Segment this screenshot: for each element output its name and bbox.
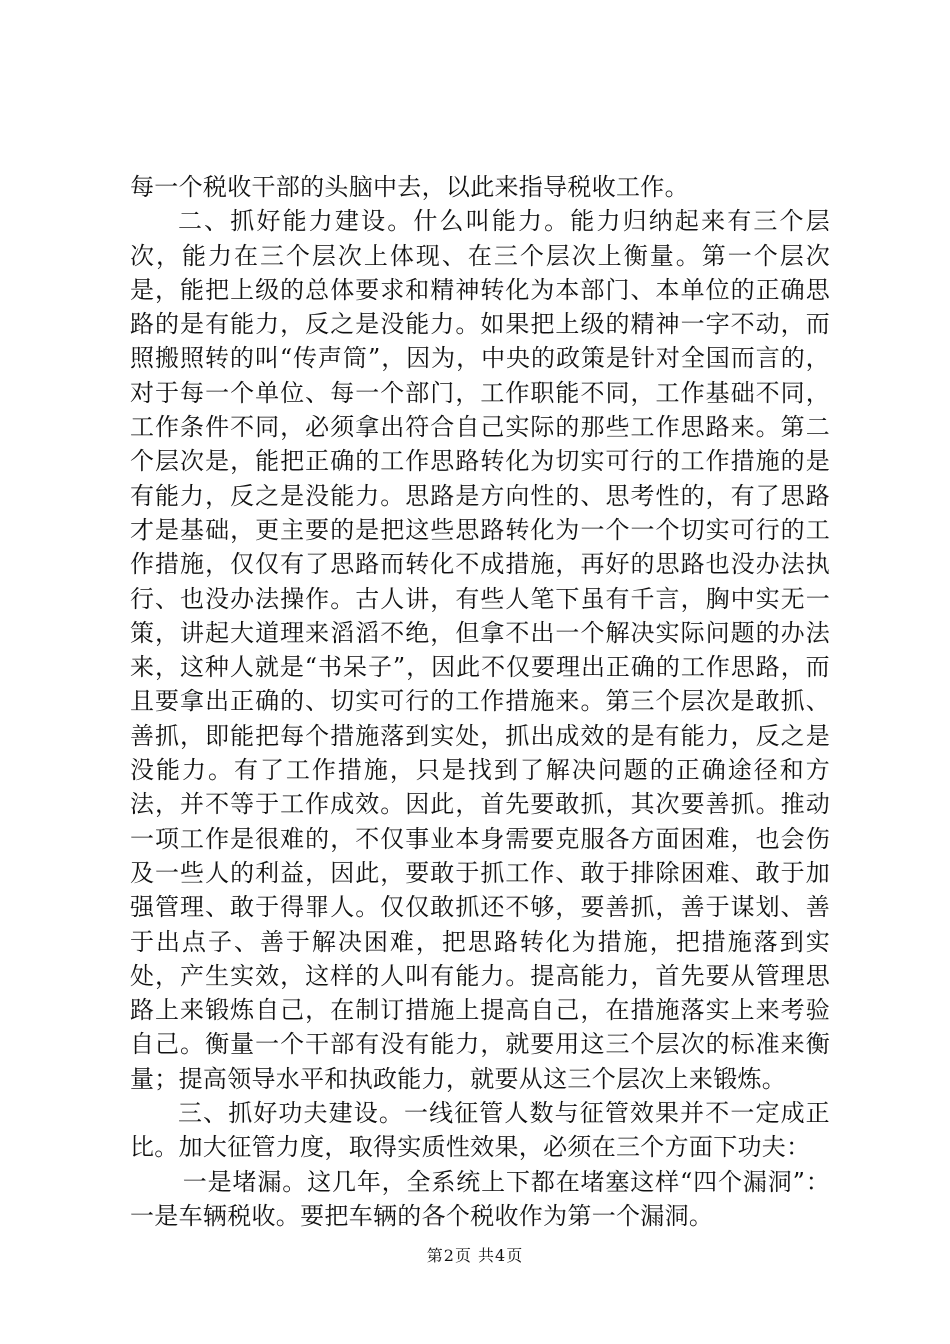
paragraph-plugging-loopholes: 一是堵漏。这几年，全系统上下都在堵塞这样“四个漏洞”：一是车辆税收。要把车辆的各个税收作为第一个漏洞。	[130, 1167, 830, 1230]
paragraph-ability-building: 二、抓好能力建设。什么叫能力。能力归纳起来有三个层次，能力在三个层次上体现、在三个层次上衡量。第一个层次是，能把上级的总体要求和精神转化为本部门、本单位的正确思路的是有能力，反之是没能力。如果把上级的精神一字不动，而照搬照转的叫“传声筒”，因为，中央的政策是针对全国而言的，对于每一个单位、每一个部门，工作职能不同，工作基础不同，工作条件不同，必须拿出符合自己实际的那些工作思路来。第二个层次是，能把正确的工作思路转化为切实可行的工作措施的是有能力，反之是没能力。思路是方向性的、思考性的，有了思路才是基础，更主要的是把这些思路转化为一个一个切实可行的工作措施，仅仅有了思路而转化不成措施，再好的思路也没办法执行、也没办法操作。古人讲，有些人笔下虽有千言，胸中实无一策，讲起大道理来滔滔不绝，但拿不出一个解决实际问题的办法来，这种人就是“书呆子”，因此不仅要理出正确的工作思路，而且要拿出正确的、切实可行的工作措施来。第三个层次是敢抓、善抓，即能把每个措施落到实处，抓出成效的是有能力，反之是没能力。有了工作措施，只是找到了解决问题的正确途径和方法，并不等于工作成效。因此，首先要敢抓，其次要善抓。推动一项工作是很难的，不仅事业本身需要克服各方面困难，也会伤及一些人的利益，因此，要敢于抓工作、敢于排除困难、敢于加强管理、敢于得罪人。仅仅敢抓还不够，要善抓，善于谋划、善于出点子、善于解决困难，把思路转化为措施，把措施落到实处，产生实效，这样的人叫有能力。提高能力，首先要从管理思路上来锻炼自己，在制订措施上提高自己，在措施落实上来考验自己。衡量一个干部有没有能力，就要用这三个层次的标准来衡量；提高领导水平和执政能力，就要从这三个层次上来锻炼。	[130, 207, 830, 1093]
paragraph-skill-building: 三、抓好功夫建设。一线征管人数与征管效果并不一定成正比。加大征管力度，取得实质性效果，必须在三个方面下功夫：	[130, 1099, 830, 1162]
page-number-label: 第2页 共4页	[426, 1246, 524, 1265]
document-body	[130, 170, 830, 1233]
paragraph-continuation: 每一个税收干部的头脑中去，以此来指导税收工作。	[130, 173, 689, 201]
page-footer	[0, 1246, 950, 1266]
